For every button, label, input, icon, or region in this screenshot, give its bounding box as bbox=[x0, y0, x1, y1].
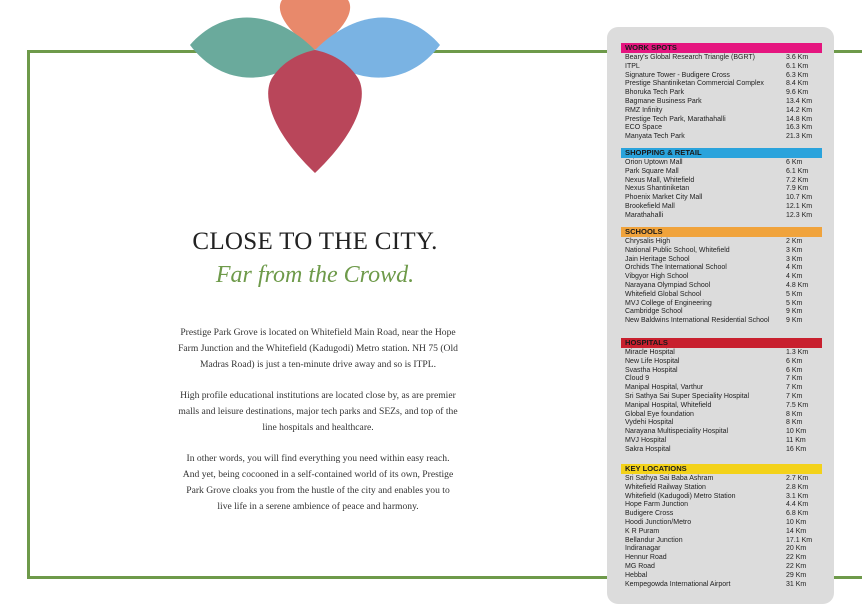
list-item bbox=[621, 247, 822, 256]
distance-value: 10.7 Km bbox=[786, 194, 813, 202]
list-item bbox=[621, 212, 822, 221]
place-name: Indiranagar bbox=[625, 545, 661, 553]
section-schools bbox=[621, 227, 822, 326]
place-name: Prestige Tech Park, Marathahalli bbox=[625, 115, 726, 123]
distance-value: 20 Km bbox=[786, 545, 807, 553]
distance-value: 4 Km bbox=[786, 273, 803, 281]
distance-value: 13.4 Km bbox=[786, 97, 813, 105]
paragraph: In other words, you will find everything you need within easy reach. And yet, being cocooned in a self-contained world of its own, Prestige Park Grove cloaks you from the hustle of the city and enables you to live life in a serene ambience of peace and harmony. bbox=[182, 453, 454, 512]
list-item bbox=[621, 159, 822, 168]
list-item bbox=[621, 537, 822, 546]
list-item bbox=[621, 581, 822, 590]
distance-value: 9.6 Km bbox=[786, 89, 809, 97]
distance-value: 8 Km bbox=[786, 410, 803, 418]
distance-value: 22 Km bbox=[786, 554, 807, 562]
list-item bbox=[621, 358, 822, 367]
distance-value: 7 Km bbox=[786, 375, 803, 383]
distance-value: 4.8 Km bbox=[786, 281, 809, 289]
place-name: Manipal Hospital, Varthur bbox=[625, 384, 704, 392]
distance-value: 6 Km bbox=[786, 366, 803, 374]
distance-value: 12.1 Km bbox=[786, 202, 813, 210]
petal-bottom bbox=[268, 50, 362, 173]
section-hospitals bbox=[621, 338, 822, 455]
list-item bbox=[621, 185, 822, 194]
list-item bbox=[621, 256, 822, 265]
section-shopping-retail bbox=[621, 148, 822, 221]
list-item bbox=[621, 203, 822, 212]
list-item bbox=[621, 54, 822, 63]
distance-value: 14.8 Km bbox=[786, 115, 813, 123]
place-name: Park Square Mall bbox=[625, 167, 679, 175]
place-name: Hope Farm Junction bbox=[625, 501, 689, 509]
place-name: Narayana Multispeciality Hospital bbox=[625, 428, 729, 436]
distance-value: 6 Km bbox=[786, 357, 803, 365]
distance-value: 4 Km bbox=[786, 264, 803, 272]
list-item bbox=[621, 349, 822, 358]
section-header: KEY LOCATIONS bbox=[621, 464, 822, 474]
list-item bbox=[621, 493, 822, 502]
list-item bbox=[621, 563, 822, 572]
place-name: Cloud 9 bbox=[625, 375, 650, 383]
list-item bbox=[621, 411, 822, 420]
distance-value: 22 Km bbox=[786, 562, 807, 570]
section-header: HOSPITALS bbox=[621, 338, 822, 348]
list-item bbox=[621, 402, 822, 411]
distance-value: 8 Km bbox=[786, 419, 803, 427]
list-item bbox=[621, 419, 822, 428]
place-name: Jain Heritage School bbox=[625, 255, 690, 263]
place-name: New Life Hospital bbox=[625, 357, 680, 365]
place-name: Hennur Road bbox=[625, 554, 667, 562]
distance-value: 6 Km bbox=[786, 159, 803, 166]
distance-value: 14.2 Km bbox=[786, 106, 813, 114]
place-name: RMZ Infinity bbox=[625, 106, 663, 114]
distance-value: 7.2 Km bbox=[786, 176, 809, 184]
place-name: Vibgyor High School bbox=[625, 273, 689, 281]
flower-logo-icon bbox=[190, 0, 440, 175]
section-header: WORK SPOTS bbox=[621, 43, 822, 53]
place-name: Manyata Tech Park bbox=[625, 133, 685, 141]
distance-value: 16.3 Km bbox=[786, 124, 813, 132]
distance-value: 10 Km bbox=[786, 518, 807, 526]
place-name: Signature Tower - Budigere Cross bbox=[625, 71, 730, 79]
place-name: Budigere Cross bbox=[625, 510, 674, 518]
list-item bbox=[621, 238, 822, 247]
place-name: Bagmane Business Park bbox=[625, 97, 702, 105]
place-name: Hebbal bbox=[625, 571, 648, 579]
list-item bbox=[621, 572, 822, 581]
place-name: Global Eye foundation bbox=[625, 410, 694, 418]
list-item bbox=[621, 446, 822, 455]
distance-value: 6.8 Km bbox=[786, 510, 809, 518]
list-item bbox=[621, 98, 822, 107]
distance-value: 29 Km bbox=[786, 571, 807, 579]
distance-value: 21.3 Km bbox=[786, 133, 813, 141]
place-name: MG Road bbox=[625, 562, 655, 570]
distance-value: 16 Km bbox=[786, 445, 807, 453]
place-name: New Baldwins International Residential School bbox=[625, 317, 770, 325]
place-name: Chrysalis High bbox=[625, 238, 671, 245]
distance-value: 4.4 Km bbox=[786, 501, 809, 509]
list-item bbox=[621, 168, 822, 177]
place-name: Hoodi Junction/Metro bbox=[625, 518, 692, 526]
distance-value: 6.1 Km bbox=[786, 167, 809, 175]
list-item bbox=[621, 484, 822, 493]
place-name: Brookefield Mall bbox=[625, 202, 675, 210]
page-title: CLOSE TO THE CITY. bbox=[192, 228, 438, 255]
section-work-spots bbox=[621, 43, 822, 142]
list-item bbox=[621, 72, 822, 81]
distance-value: 5 Km bbox=[786, 290, 803, 298]
list-item bbox=[621, 519, 822, 528]
place-name: Bellandur Junction bbox=[625, 536, 683, 544]
list-item bbox=[621, 501, 822, 510]
list-item bbox=[621, 384, 822, 393]
list-item bbox=[621, 300, 822, 309]
distance-value: 6.1 Km bbox=[786, 62, 809, 70]
place-name: Manipal Hospital, Whitefield bbox=[625, 401, 712, 409]
distance-value: 7.9 Km bbox=[786, 185, 809, 193]
section-header: SHOPPING & RETAIL bbox=[621, 148, 822, 158]
distance-value: 31 Km bbox=[786, 580, 807, 588]
distance-value: 2 Km bbox=[786, 238, 803, 245]
place-name: Prestige Shantiniketan Commercial Complex bbox=[625, 80, 764, 88]
place-name: Sakra Hospital bbox=[625, 445, 671, 453]
place-name: Beary's Global Research Triangle (BGRT) bbox=[625, 54, 755, 61]
intro-text bbox=[178, 325, 458, 530]
place-name: ECO Space bbox=[625, 124, 662, 132]
list-item bbox=[621, 282, 822, 291]
place-name: Miracle Hospital bbox=[625, 349, 675, 356]
list-item bbox=[621, 308, 822, 317]
place-name: Sri Sathya Sai Super Speciality Hospital bbox=[625, 392, 750, 400]
place-name: Nexus Mall, Whitefield bbox=[625, 176, 695, 184]
place-name: Vydehi Hospital bbox=[625, 419, 674, 427]
place-name: Whitefield Global School bbox=[625, 290, 702, 298]
distance-value: 3 Km bbox=[786, 246, 803, 254]
distance-value: 7 Km bbox=[786, 392, 803, 400]
place-name: Orion Uptown Mall bbox=[625, 159, 683, 166]
place-name: Bhoruka Tech Park bbox=[625, 89, 685, 97]
list-item bbox=[621, 317, 822, 326]
place-name: Whitefield (Kadugodi) Metro Station bbox=[625, 492, 736, 500]
list-item bbox=[621, 107, 822, 116]
distance-value: 3.6 Km bbox=[786, 54, 809, 61]
distance-value: 3.1 Km bbox=[786, 492, 809, 500]
list-item bbox=[621, 510, 822, 519]
list-item bbox=[621, 545, 822, 554]
distance-value: 9 Km bbox=[786, 317, 803, 325]
distance-value: 5 Km bbox=[786, 299, 803, 307]
distance-value: 2.8 Km bbox=[786, 483, 809, 491]
list-item bbox=[621, 89, 822, 98]
paragraph: High profile educational institutions are located close by, as are premier malls and leisure destinations, major tech parks and SEZs, and top of the line hospitals and healthcare. bbox=[178, 390, 458, 433]
place-name: K R Puram bbox=[625, 527, 660, 535]
place-name: Svastha Hospital bbox=[625, 366, 678, 374]
section-key-locations bbox=[621, 464, 822, 589]
list-item bbox=[621, 133, 822, 142]
place-name: Nexus Shantiniketan bbox=[625, 185, 690, 193]
list-item bbox=[621, 528, 822, 537]
place-name: Kempegowda International Airport bbox=[625, 580, 731, 588]
distance-value: 3 Km bbox=[786, 255, 803, 263]
distance-value: 6.3 Km bbox=[786, 71, 809, 79]
list-item bbox=[621, 554, 822, 563]
list-item bbox=[621, 475, 822, 484]
list-item bbox=[621, 80, 822, 89]
place-name: ITPL bbox=[625, 62, 640, 70]
place-name: MVJ College of Engineering bbox=[625, 299, 712, 307]
list-item bbox=[621, 367, 822, 376]
list-item bbox=[621, 291, 822, 300]
distance-value: 7 Km bbox=[786, 384, 803, 392]
distance-value: 14 Km bbox=[786, 527, 807, 535]
place-name: Orchids The International School bbox=[625, 264, 727, 272]
list-item bbox=[621, 63, 822, 72]
list-item bbox=[621, 393, 822, 402]
list-item bbox=[621, 264, 822, 273]
place-name: Narayana Olympiad School bbox=[625, 281, 711, 289]
list-item bbox=[621, 428, 822, 437]
distance-value: 9 Km bbox=[786, 308, 803, 316]
distance-value: 10 Km bbox=[786, 428, 807, 436]
distance-value: 8.4 Km bbox=[786, 80, 809, 88]
place-name: Cambridge School bbox=[625, 308, 683, 316]
place-name: Sri Sathya Sai Baba Ashram bbox=[625, 475, 714, 482]
distance-value: 11 Km bbox=[786, 436, 806, 444]
paragraph: Prestige Park Grove is located on Whitefield Main Road, near the Hope Farm Junction and the Whitefield (Kadugodi) Metro station. NH 75 (Old Madras Road) is just a ten-minute drive away and so is ITPL. bbox=[178, 327, 458, 370]
distance-value: 7.5 Km bbox=[786, 401, 809, 409]
place-name: National Public School, Whitefield bbox=[625, 246, 730, 254]
list-item bbox=[621, 177, 822, 186]
list-item bbox=[621, 194, 822, 203]
distance-value: 12.3 Km bbox=[786, 211, 813, 219]
distance-panel bbox=[607, 27, 834, 604]
place-name: Whitefield Railway Station bbox=[625, 483, 706, 491]
distance-value: 17.1 Km bbox=[786, 536, 813, 544]
list-item bbox=[621, 375, 822, 384]
section-header: SCHOOLS bbox=[621, 227, 822, 237]
list-item bbox=[621, 116, 822, 125]
place-name: Phoenix Market City Mall bbox=[625, 194, 703, 202]
place-name: MVJ Hospital bbox=[625, 436, 667, 444]
page-subtitle: Far from the Crowd. bbox=[215, 262, 415, 288]
place-name: Marathahalli bbox=[625, 211, 664, 219]
list-item bbox=[621, 273, 822, 282]
list-item bbox=[621, 437, 822, 446]
distance-value: 1.3 Km bbox=[786, 349, 809, 356]
distance-value: 2.7 Km bbox=[786, 475, 809, 482]
list-item bbox=[621, 124, 822, 133]
